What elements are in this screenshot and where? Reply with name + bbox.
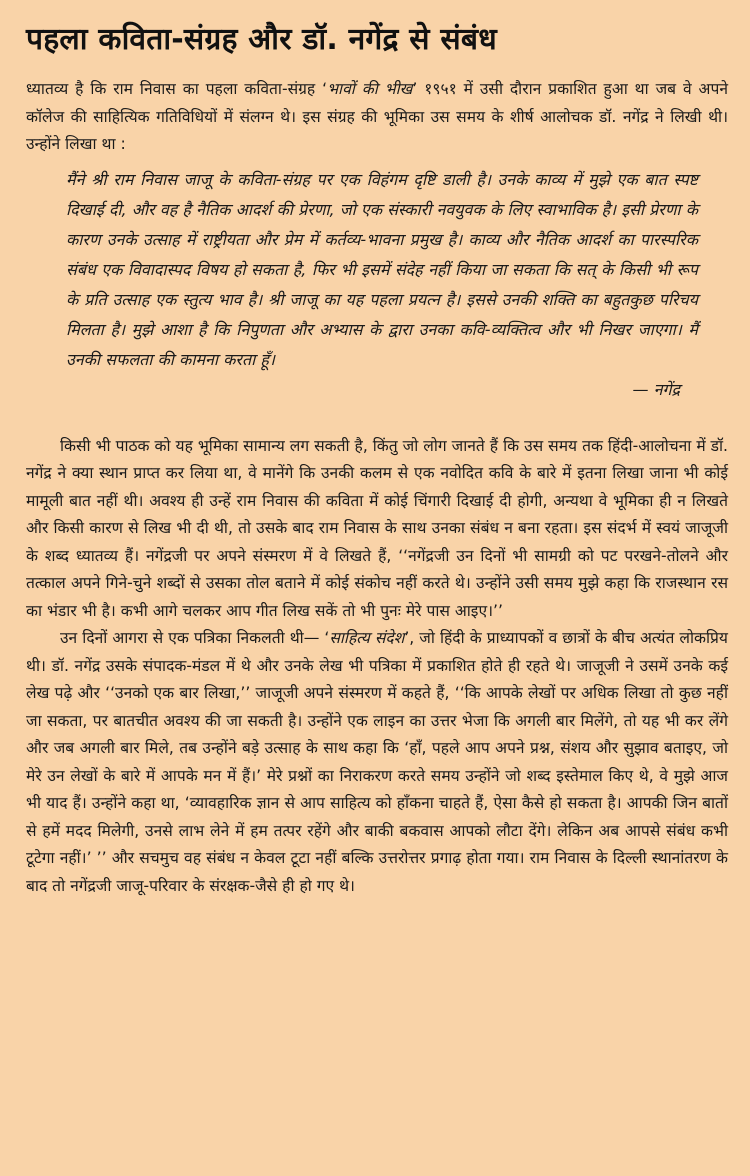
magazine-title: साहित्य संदेश bbox=[329, 629, 405, 647]
para3-text-start: उन दिनों आगरा से एक पत्रिका निकलती थी— ‘ bbox=[60, 629, 330, 647]
page-title: पहला कविता-संग्रह और डॉ. नगेंद्र से संबंध bbox=[26, 22, 497, 57]
quote-signature: — नगेंद्र bbox=[632, 379, 680, 399]
body-paragraph-2: किसी भी पाठक को यह भूमिका सामान्य लग सकती है, किंतु जो लोग जानते हैं कि उस समय तक हिंदी-आलोचना में डॉ. नगेंद्र ने क्या स्थान प्राप्त कर लिया था, वे मानेंगे कि उनकी कलम से एक नवोदित कवि के बारे में इतना लिखा जाना भी कोई मामूली बात नहीं थी। अवश्य ही उन्हें राम निवास की कविता में कोई चिंगारी दिखाई दी होगी, अन्यथा वे भूमिका ही न लिखते और किसी कारण से लिख भी दी थी, तो उसके बाद राम निवास के साथ उनका संबंध न बना रहता। इस संदर्भ में स्वयं जाजूजी के शब्द ध्यातव्य हैं। नगेंद्रजी पर अपने संस्मरण में वे लिखते हैं, ‘‘नगेंद्रजी उन दिनों भी सामग्री को पट परखने-तोलने और तत्काल अपने गिने-चुने शब्दों से उसका तोल बताने में कोई संकोच नहीं करते थे। उन्होंने उसी समय मुझे कहा कि राजस्थान रस का भंडार भी है। कभी आगे चलकर आप गीत लिख सकें तो भी पुनः मेरे पास आइए।’’ bbox=[26, 436, 728, 620]
intro-text-end: ’ १९५१ में उसी दौरान प्रकाशित हुआ था जब वे अपने कॉलेज की साहित्यिक गतिविधियों में संलग्न थे। इस संग्रह की भूमिका उस समय के शीर्ष आलोचक डॉ. नगेंद्र ने लिखी थी। उन्होंने लिखा था : bbox=[26, 80, 728, 153]
paragraph-spacer bbox=[26, 405, 728, 433]
para3-text-end: ’, जो हिंदी के प्राध्यापकों व छात्रों के बीच अत्यंत लोकप्रिय थी। डॉ. नगेंद्र उसके संपादक-मंडल में थे और उनके लेख भी पत्रिका में प्रकाशित होते ही रहते थे। जाजूजी ने उसमें उनके कई लेख पढ़े और ‘‘उनको एक बार लिखा,’’ जाजूजी अपने संस्मरण में कहते हैं, ‘‘कि आपके लेखों पर अधिक लिखा तो कुछ नहीं जा सकता, पर बातचीत अवश्य की जा सकती है। उन्होंने एक लाइन का उत्तर भेजा कि अगली बार मिलेंगे, तो यह भी कर लेंगे और जब अगली बार मिले, तब उन्होंने बड़े उत्साह के साथ कहा कि ‘हाँ, पहले आप अपने प्रश्न, संशय और सुझाव बताइए, जो मेरे उन लेखों के बारे में आपके मन में हैं।’ मेरे प्रश्नों का निराकरण करते समय उन्होंने जो शब्द इस्तेमाल किए थे, वे मुझे आज भी याद हैं। उन्होंने कहा था, ‘व्यावहारिक ज्ञान से आप साहित्य को हाँकना चाहते हैं, ऐसा कैसे हो सकता है। आपकी जिन बातों से हमें मदद मिलेगी, उनसे लाभ लेने में हम तत्पर रहेंगे और बाकी बकवास आपको लौटा देंगे। लेकिन अब आपसे संबंध कभी टूटेगा नहीं।’ ’’ और सचमुच वह संबंध न केवल टूटा नहीं बल्कि उत्तरोत्तर प्रगाढ़ होता गया। राम निवास के दिल्ली स्थानांतरण के बाद तो नगेंद्रजी जाजू-परिवार के संरक्षक-जैसे ही हो गए थे। bbox=[26, 629, 728, 895]
book-title: भावों की भीख bbox=[327, 80, 413, 98]
intro-paragraph bbox=[26, 76, 728, 159]
quoted-preface: मैंने श्री राम निवास जाजू के कविता-संग्रह पर एक विहंगम दृष्टि डाली है। उनके काव्य में मुझे एक बात स्पष्ट दिखाई दी, और वह है नैतिक आदर्श की प्रेरणा, जो एक संस्कारी नवयुवक के लिए स्वाभाविक है। इसी प्रेरणा के कारण उनके उत्साह में राष्ट्रीयता और प्रेम में कर्तव्य-भावना प्रमुख है। काव्य और नैतिक आदर्श का पारस्परिक संबंध एक विवादास्पद विषय हो सकता है, फिर भी इसमें संदेह नहीं किया जा सकता कि सत् के किसी भी रूप के प्रति उत्साह एक स्तुत्य भाव है। श्री जाजू का यह पहला प्रयत्न है। इससे उनकी शक्ति का बहुतकुछ परिचय मिलता है। मुझे आशा है कि निपुणता और अभ्यास के द्वारा उनका कवि-व्यक्तित्व और भी निखर जाएगा। मैं उनकी सफलता की कामना करता हूँ। bbox=[66, 169, 698, 369]
body-paragraph-3 bbox=[26, 625, 728, 900]
intro-text-start: ध्यातव्य है कि राम निवास का पहला कविता-संग्रह ‘ bbox=[26, 80, 328, 98]
